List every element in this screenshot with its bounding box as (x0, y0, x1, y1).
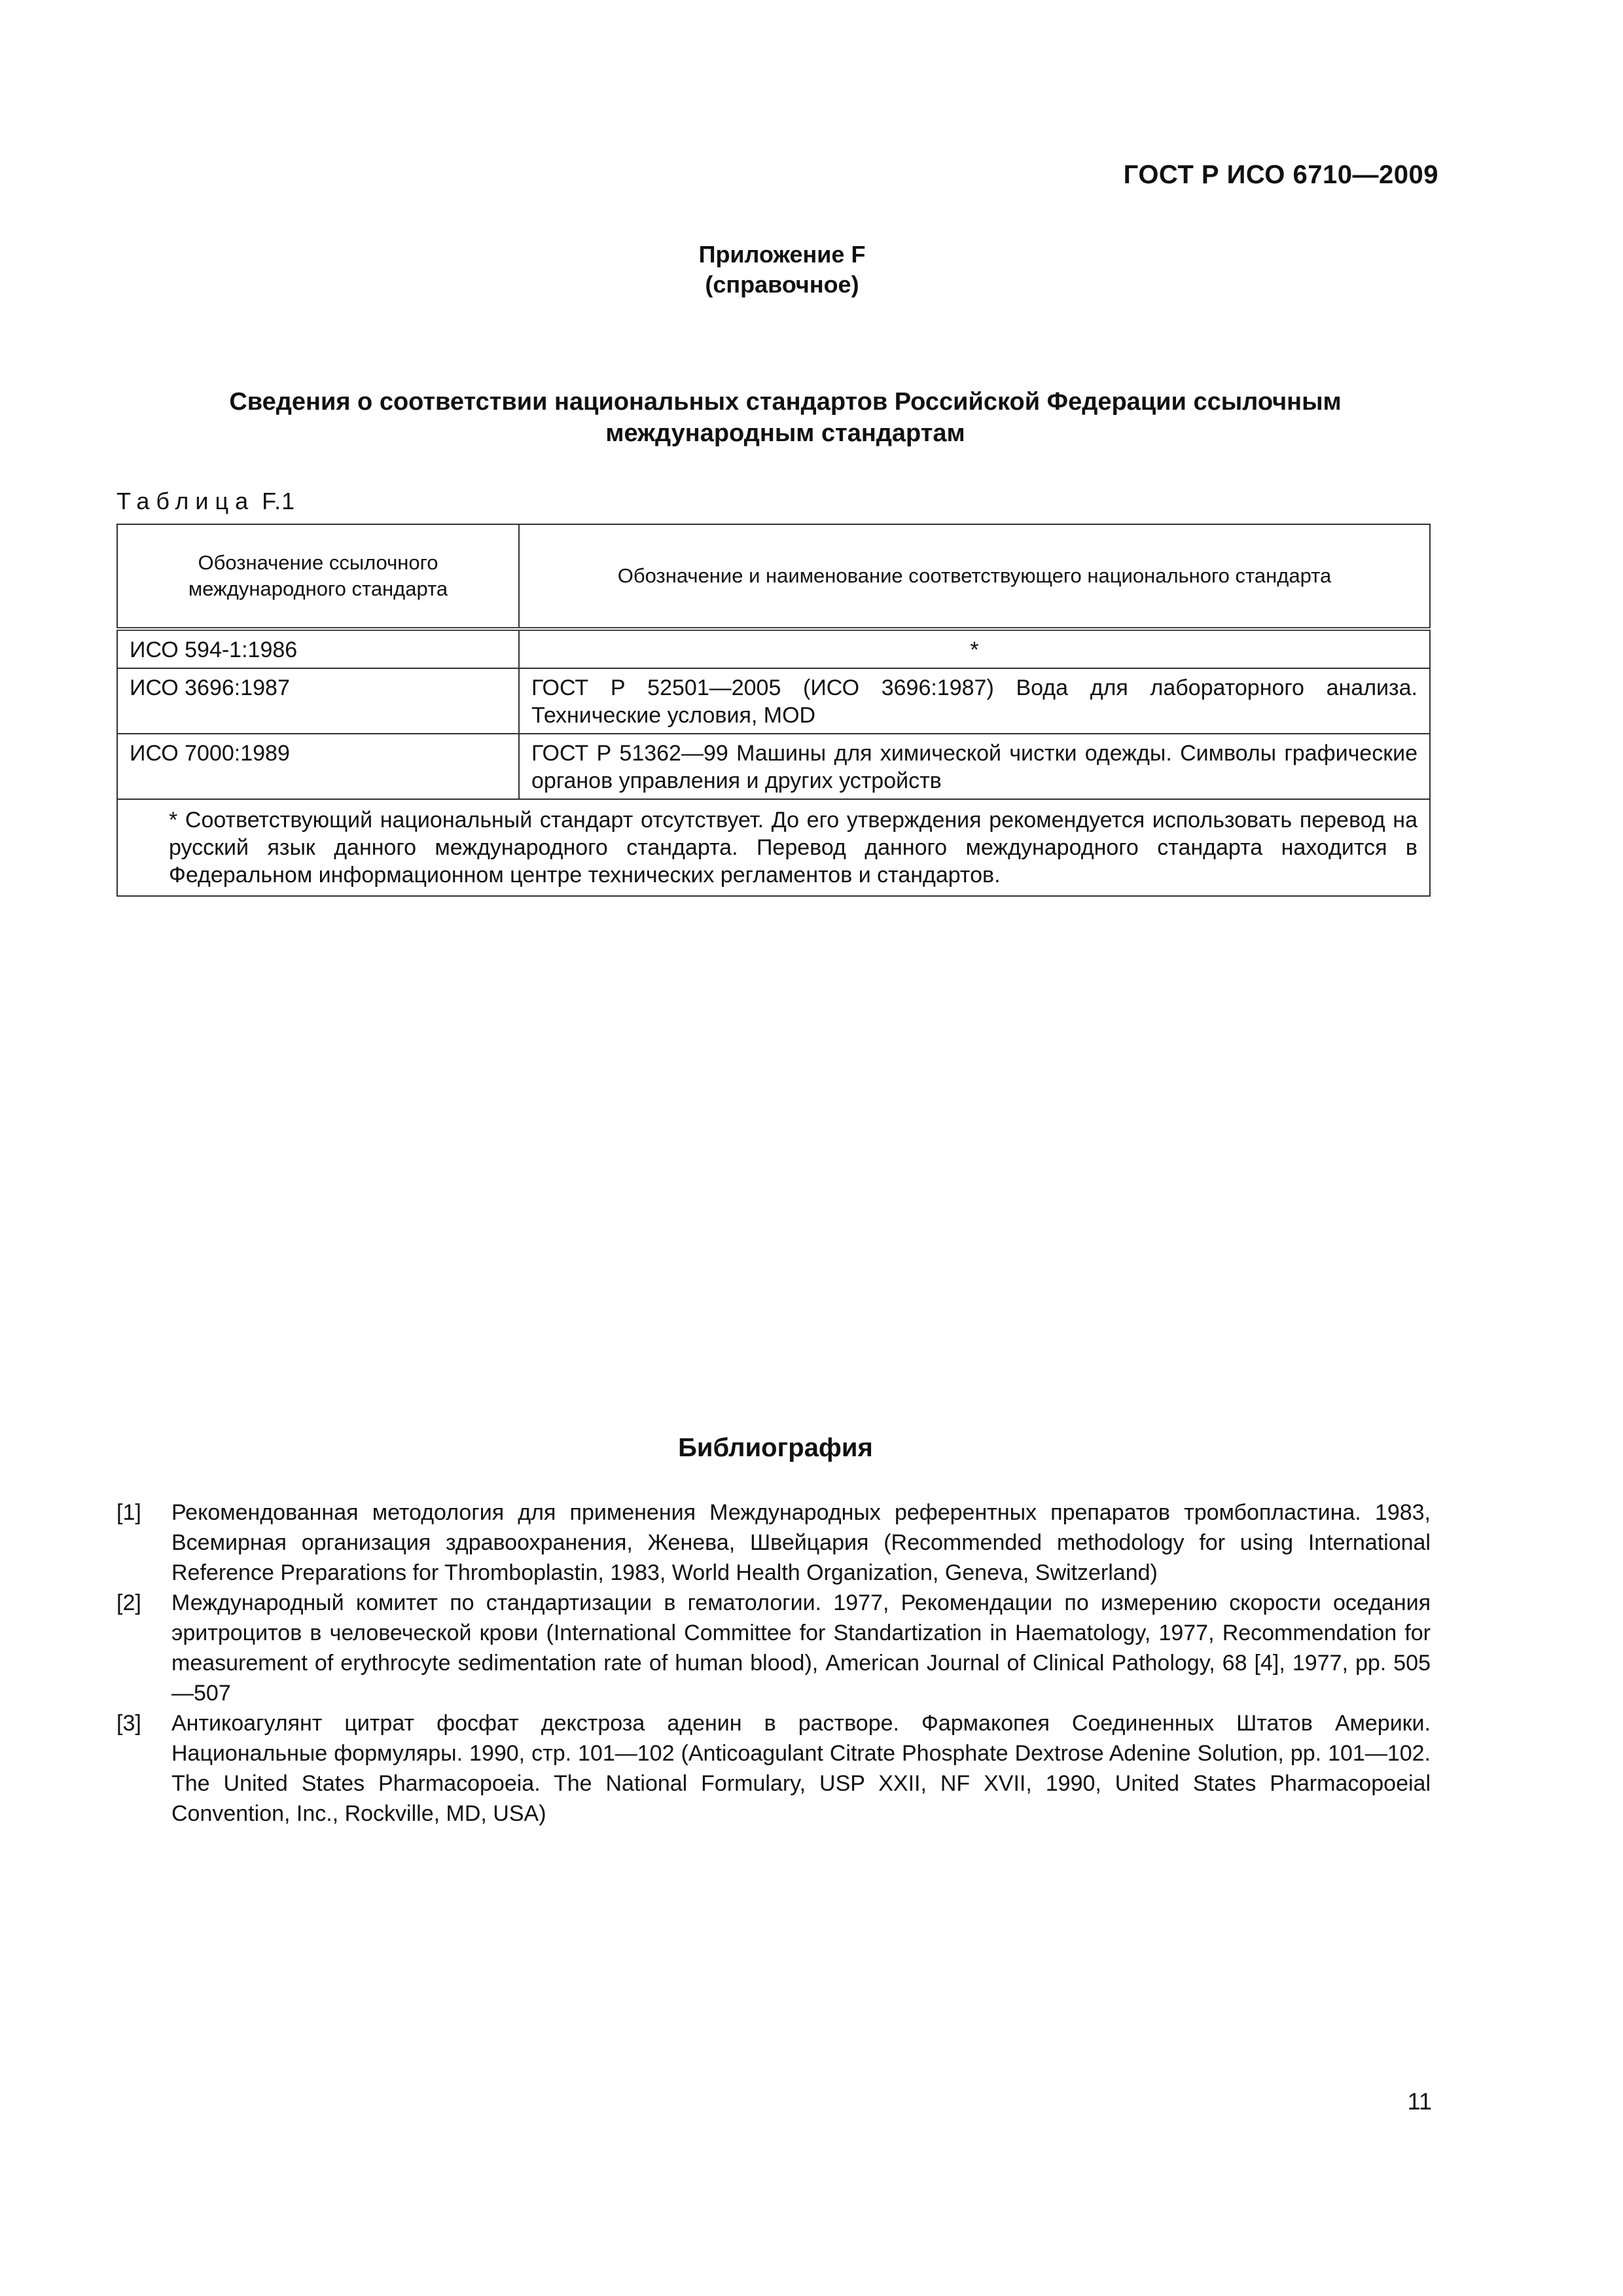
bibliography-item-number: [3] (116, 1711, 141, 1736)
bibliography-item-text: Международный комитет по стандартизации в гематологии. 1977, Рекомендации по измерению скорости оседания эритроцитов в человеческой крови (International Committee for Standartization in Haematology, 1977, Recommendation for measurement of erythrocyte sedimentation rate of human blood), American Journal of Clinical Pathology, 68 [4], 1977, pp. 505—507 (171, 1590, 1431, 1706)
section-title-line-2: международным стандартам (605, 420, 965, 447)
bibliography-item-number: [1] (116, 1500, 141, 1525)
table-note-row (117, 799, 1430, 896)
bibliography-item (116, 1588, 1431, 1708)
bibliography-item-number: [2] (116, 1590, 141, 1615)
bibliography-title: Библиография (678, 1433, 873, 1462)
section-title-line-1: Сведения о соответствии национальных стандартов Российской Федерации ссылочным (229, 388, 1342, 416)
cell-reference: ИСО 594-1:1986 (117, 629, 519, 668)
cell-national: * (519, 629, 1430, 668)
bibliography-item (116, 1708, 1431, 1829)
table-row (117, 668, 1430, 734)
standards-correspondence-table (116, 524, 1431, 897)
section-title (131, 386, 1440, 449)
table-caption-number: F.1 (262, 488, 296, 514)
bibliography-item (116, 1498, 1431, 1588)
header-reference-standard: Обозначение ссылочного международного стандарта (117, 524, 519, 629)
table-row (117, 734, 1430, 799)
header-national-standard: Обозначение и наименование соответствующего национального стандарта (519, 524, 1430, 629)
cell-reference: ИСО 3696:1987 (117, 668, 519, 734)
table-header-row (117, 524, 1430, 629)
cell-national: ГОСТ Р 51362—99 Машины для химической чистки одежды. Символы графические органов управления и других устройств (519, 734, 1430, 799)
cell-national: ГОСТ Р 52501—2005 (ИСО 3696:1987) Вода для лабораторного анализа. Технические условия, MOD (519, 668, 1430, 734)
table-row (117, 629, 1430, 668)
document-code: ГОСТ Р ИСО 6710—2009 (1123, 160, 1438, 189)
appendix-subtitle: (справочное) (705, 271, 859, 298)
table-caption (116, 488, 295, 515)
table-footnote-text: * Соответствующий национальный стандарт отсутствует. До его утверждения рекомендуется использовать перевод на русский язык данного международного стандарта. Перевод данного международного стандарта находится в Федеральном информационном центре технических регламентов и стандартов. (169, 808, 1418, 888)
appendix-title: Приложение F (698, 241, 866, 268)
appendix-heading (0, 240, 1564, 300)
bibliography-item-text: Антикоагулянт цитрат фосфат декстроза аденин в растворе. Фармакопея Соединенных Штатов Америки. Национальные формуляры. 1990, стр. 101—102 (Anticoagulant Citrate Phosphate Dextrose Adenine Solution, pp. 101—102. The United States Pharmacopoeia. The National Formulary, USP XXII, NF XVII, 1990, United States Pharmacopoeial Convention, Inc., Rockville, MD, USA) (171, 1711, 1431, 1826)
bibliography-list (116, 1498, 1431, 1829)
table-caption-word: Таблица (116, 488, 255, 514)
bibliography-item-text: Рекомендованная методология для применения Международных референтных препаратов тромбопластина. 1983, Всемирная организация здравоохранения, Женева, Швейцария (Recommended methodology for using International Reference Preparations for Thromboplastin, 1983, World Health Organization, Geneva, Switzerland) (171, 1500, 1431, 1585)
cell-reference: ИСО 7000:1989 (117, 734, 519, 799)
table-footnote (117, 799, 1430, 896)
page-number: 11 (1407, 2088, 1432, 2115)
